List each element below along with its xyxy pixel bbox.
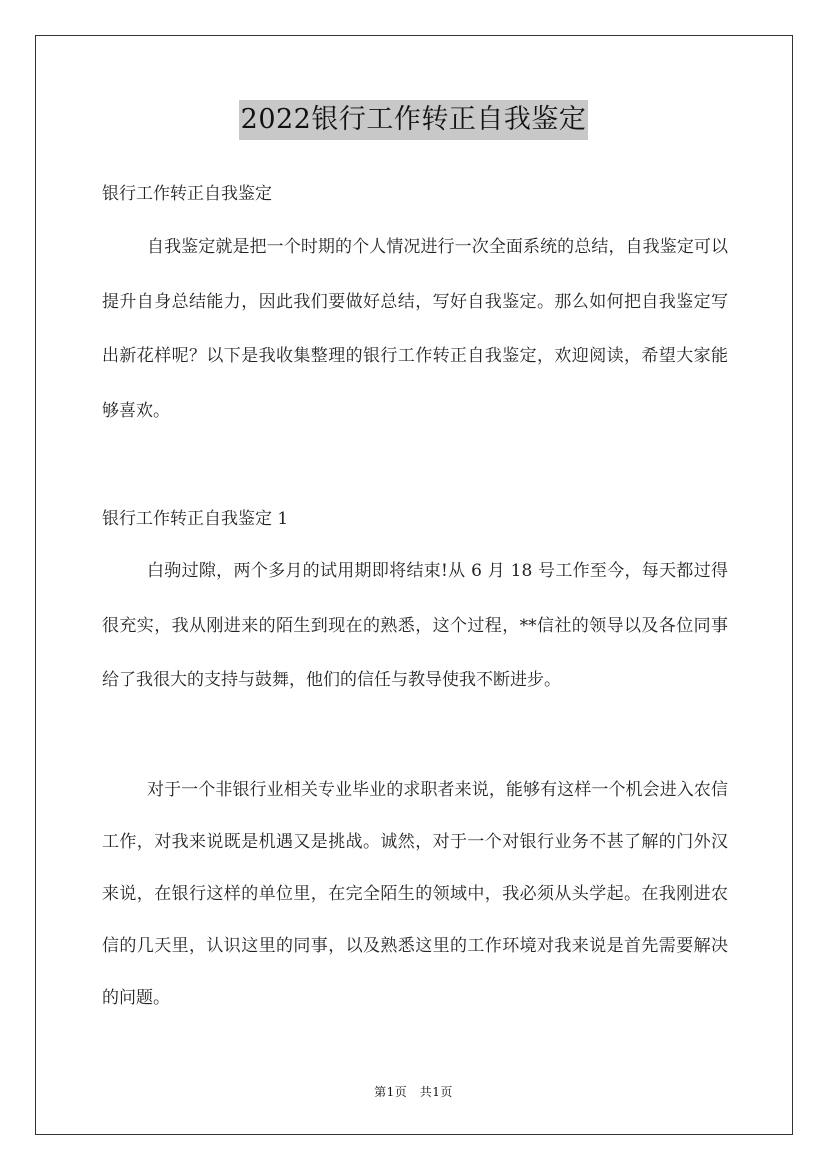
document-title: 2022银行工作转正自我鉴定 xyxy=(239,100,589,140)
title-container xyxy=(0,100,827,140)
subtitle: 银行工作转正自我鉴定 xyxy=(102,184,272,204)
page-footer: 第1页 共1页 xyxy=(374,1085,453,1099)
section1-heading: 银行工作转正自我鉴定 1 xyxy=(102,509,289,529)
section1-paragraph-1: 白驹过隙，两个多月的试用期即将结束!从 6 月 18 号工作至今，每天都过得很充实，我从刚进来的陌生到现在的熟悉，这个过程，**信社的领导以及各位同事给了我很大的支持与鼓舞，他们的信任与教导使我不断进步。 xyxy=(102,561,728,690)
intro-paragraph: 自我鉴定就是把一个时期的个人情况进行一次全面系统的总结，自我鉴定可以提升自身总结能力，因此我们要做好总结，写好自我鉴定。那么如何把自我鉴定写出新花样呢？以下是我收集整理的银行工作转正自我鉴定，欢迎阅读，希望大家能够喜欢。 xyxy=(102,237,728,421)
section1-paragraph-2: 对于一个非银行业相关专业毕业的求职者来说，能够有这样一个机会进入农信工作，对我来说既是机遇又是挑战。诚然，对于一个对银行业务不甚了解的门外汉来说，在银行这样的单位里，在完全陌生的领域中，我必须从头学起。在我刚进农信的几天里，认识这里的同事，以及熟悉这里的工作环境对我来说是首先需要解决的问题。 xyxy=(102,780,728,1008)
